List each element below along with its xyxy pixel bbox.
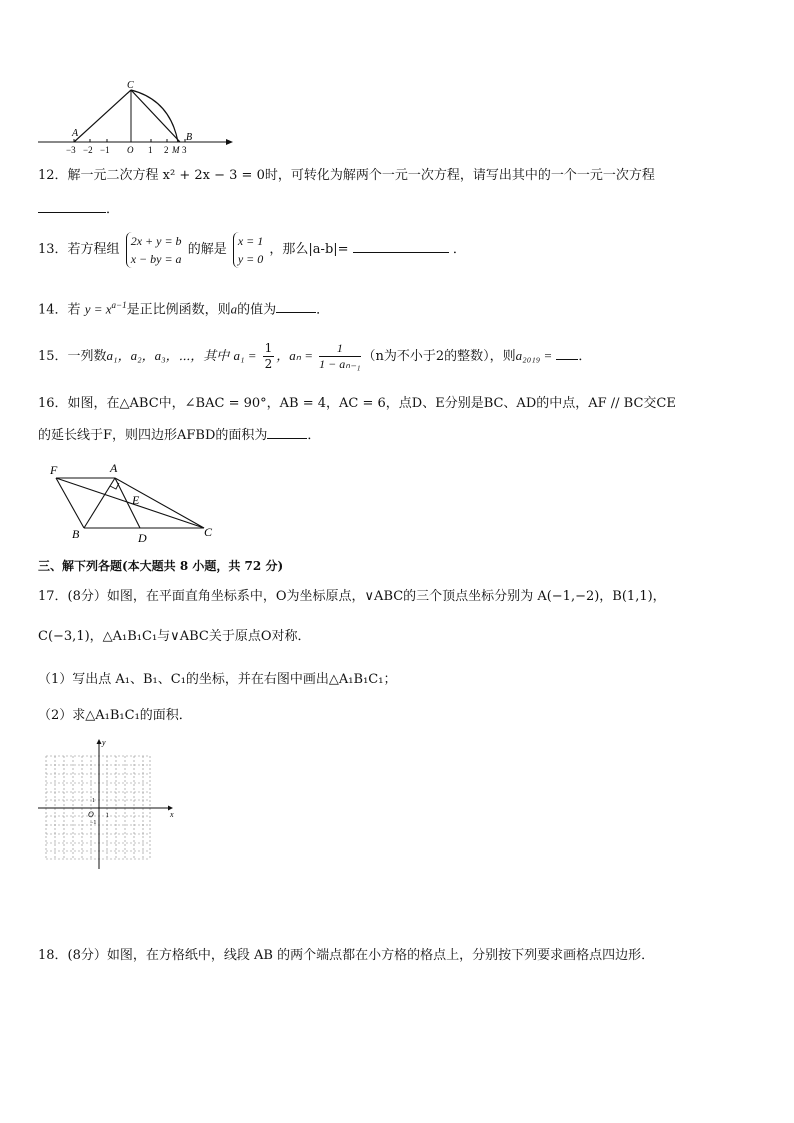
- q12-end: ．: [106, 202, 120, 217]
- question-14: [38, 296, 329, 319]
- q15-target: a₂₀₁₉ =: [515, 348, 553, 363]
- q15-answer-blank[interactable]: [556, 347, 578, 360]
- tick-3: 3: [182, 145, 187, 155]
- q15-a1: a₁ =: [233, 348, 257, 363]
- label-A: A: [72, 128, 79, 139]
- q17-line1: 17．(8分）如图，在平面直角坐标系中，O为坐标原点，∨ABC的三个顶点坐标分别为 A(−1,−2)，B(1,1)，: [38, 589, 666, 604]
- axis-y-label: y: [102, 738, 106, 747]
- coordinate-grid: [34, 736, 184, 871]
- q14-exp: a−1: [111, 300, 127, 310]
- q15-a1-num: 1: [264, 341, 273, 355]
- section-3-heading: [38, 557, 283, 575]
- q12-text: 12．解一元二次方程 x² + 2x − 3 = 0时，可转化为解两个一元一次方程，请写出其中的一个一元一次方程: [38, 168, 655, 183]
- tick-M: M: [172, 145, 180, 155]
- question-17-line2: [38, 628, 310, 646]
- q13-eq1: 2x + y = b: [130, 233, 182, 248]
- q15-an: ，aₙ =: [276, 348, 313, 363]
- fig16-label-A: A: [110, 461, 118, 475]
- q17-part1: （1）写出点 A₁、B₁、C₁的坐标，并在右图中画出△A₁B₁C₁；: [38, 672, 397, 687]
- q13-equation-system: [126, 232, 182, 268]
- question-13: [38, 230, 466, 274]
- question-17-part2: [38, 707, 192, 725]
- q14-answer-blank[interactable]: [276, 300, 316, 313]
- triangle-figure: [40, 458, 220, 546]
- q14-expr: y = x: [84, 301, 112, 317]
- q12-answer-line: [38, 198, 119, 219]
- tick-1: 1: [148, 145, 153, 155]
- q17-part2: （2）求△A₁B₁C₁的面积．: [38, 708, 192, 723]
- question-12: [38, 167, 655, 185]
- tick-neg2: −2: [83, 145, 93, 155]
- fig16-label-D: D: [138, 531, 147, 545]
- q15-an-den: 1 − aₙ₋₁: [319, 357, 361, 371]
- q16-line2: 的延长线于F，则四边形AFBD的面积为: [38, 428, 268, 443]
- question-16-line1: [38, 395, 676, 413]
- q13-solution-system: [233, 232, 263, 268]
- q13-answer-blank[interactable]: [353, 240, 449, 253]
- q14-end: ．: [316, 302, 330, 318]
- question-18: [38, 947, 654, 965]
- tick-2: 2: [164, 145, 169, 155]
- y-neg-one-label: −1: [90, 820, 97, 826]
- question-17-line1: [38, 588, 666, 606]
- origin-label: O: [88, 810, 94, 819]
- q15-a1-fraction: [263, 341, 275, 372]
- section-3-heading-text: 三、解下列各题(本大题共 8 小题，共 72 分): [38, 559, 284, 573]
- q18-text: 18．(8分）如图，在方格纸中，线段 AB 的两个端点都在小方格的格点上，分别按下列要求画格点四边形．: [38, 948, 655, 963]
- q14-suffix2: 的值为: [237, 302, 277, 318]
- q13-prefix: 13．若方程组: [38, 242, 120, 257]
- q15-cond: （n为不小于2的整数），则: [362, 349, 516, 364]
- q14-suffix: 是正比例函数，则: [126, 302, 231, 318]
- fig16-label-C: C: [204, 525, 213, 539]
- q13-suffix: ，那么|a-b|=: [269, 242, 349, 257]
- tick-O: O: [127, 145, 134, 155]
- y-one-label: 1: [92, 798, 95, 804]
- q13-mid: 的解是: [187, 242, 227, 257]
- q16-end: ．: [307, 428, 321, 443]
- q15-a1-den: 2: [264, 357, 273, 371]
- fig16-label-F: F: [50, 463, 58, 477]
- tick-neg3: −3: [66, 145, 76, 155]
- fig16-label-B: B: [72, 527, 80, 541]
- question-15: [38, 336, 591, 376]
- q12-answer-blank[interactable]: [38, 198, 106, 213]
- q14-var: a: [230, 301, 238, 317]
- q13-sol2: y = 0: [237, 251, 264, 266]
- q13-eq2: x − by = a: [130, 251, 182, 266]
- q14-prefix: 14．若: [38, 302, 85, 318]
- fig16-label-E: E: [132, 493, 140, 507]
- q13-sol1: x = 1: [237, 233, 264, 248]
- q15-end: ．: [578, 349, 592, 364]
- tick-neg1: −1: [100, 145, 110, 155]
- q17-line2: C(−3,1)，△A₁B₁C₁与∨ABC关于原点O对称．: [38, 629, 311, 644]
- question-16-line2: [38, 426, 320, 445]
- q15-prefix: 15．一列数: [38, 349, 107, 364]
- axis-x-label: x: [170, 810, 174, 819]
- q16-line1: 16．如图，在△ABC中，∠BAC = 90°，AB = 4，AC = 6，点D、E分别是BC、AD的中点，AF // BC交CE: [38, 396, 676, 411]
- q15-seq: a₁，a₂，a₃，⋯，其中: [106, 348, 230, 363]
- q15-an-fraction: [319, 341, 360, 372]
- q15-an-num: 1: [319, 341, 360, 357]
- q13-end: ．: [452, 242, 466, 257]
- number-line-figure: [30, 78, 240, 158]
- label-B: B: [186, 132, 193, 143]
- q16-answer-blank[interactable]: [267, 426, 307, 439]
- x-one-label: 1: [106, 813, 109, 819]
- question-17-part1: [38, 671, 396, 689]
- label-C: C: [127, 80, 134, 91]
